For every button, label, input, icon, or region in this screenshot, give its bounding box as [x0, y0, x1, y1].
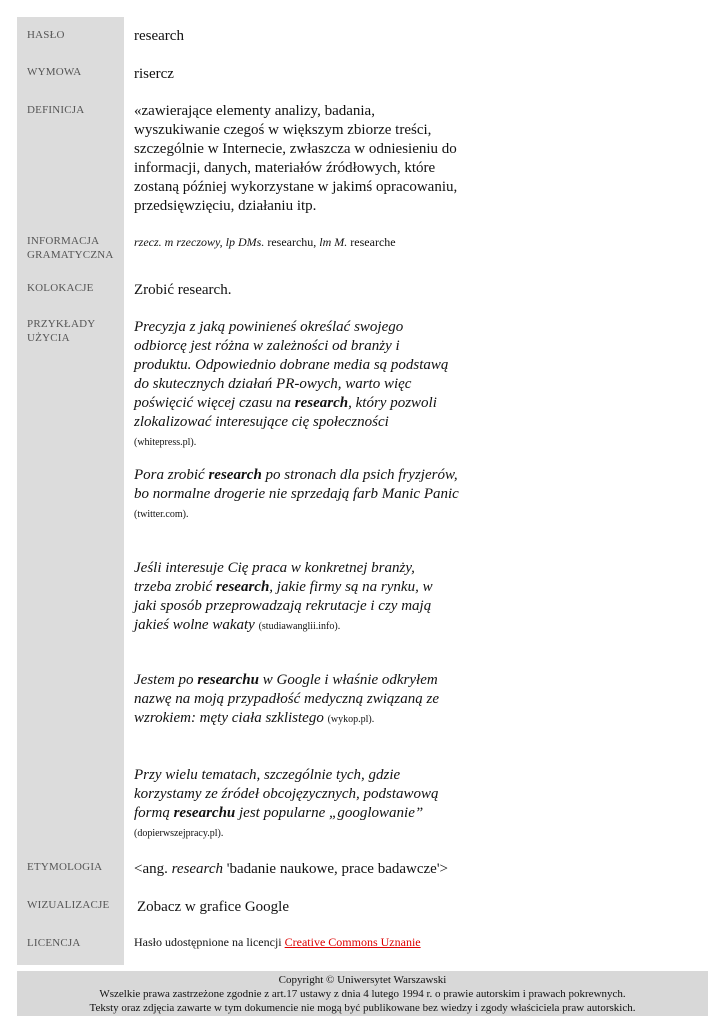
label-kolokacje: KOLOKACJE	[27, 282, 94, 294]
usage-example-4	[134, 671, 459, 729]
label-definicja: DEFINICJA	[27, 104, 85, 116]
collocation: Zrobić research.	[134, 282, 232, 298]
example-keyword: research	[294, 395, 349, 411]
example-source: (twitter.com)	[134, 509, 186, 520]
label-przyklady-line2: UŻYCIA	[27, 332, 70, 344]
example-text: po stronach dla psich fryzjerów, bo normalne drogerie nie sprzedają farb Manic Panic	[134, 467, 459, 502]
example-end: .	[185, 509, 189, 520]
grammar-info	[134, 235, 474, 249]
example-text: Pora zrobić	[134, 467, 209, 483]
example-end: .	[220, 828, 224, 839]
example-end: .	[193, 437, 197, 448]
example-end: .	[371, 714, 375, 725]
label-wizualizacje: WIZUALIZACJE	[27, 899, 110, 911]
example-text: w Google i właśnie odkryłem nazwę na moją przypadłość medyczną związaną ze wzrokiem: męty ciała szklistego	[134, 672, 439, 726]
google-images-link[interactable]: Zobacz w grafice Google	[137, 899, 290, 915]
usage-example-2	[134, 466, 464, 524]
footer-rights: Wszelkie prawa zastrzeżone zgodnie z art.17 ustawy z dnia 4 lutego 1994 r. o prawie autorskim i prawach pokrewnych.	[99, 988, 626, 1000]
license-info	[134, 935, 494, 949]
grammar-part4: researche	[347, 235, 396, 249]
etymology-word: research	[171, 861, 223, 877]
label-informacja-line2: GRAMATYCZNA	[27, 249, 114, 261]
label-column	[17, 17, 124, 965]
example-keyword: researchu	[173, 805, 236, 821]
example-text: Jeśli interesuje Cię praca w konkretnej branży, trzeba zrobić	[134, 560, 415, 595]
label-licencja: LICENCJA	[27, 937, 81, 949]
license-link[interactable]: Creative Commons Uznanie	[284, 935, 421, 949]
footer-copyright: Copyright © Uniwersytet Warszawski	[278, 974, 447, 986]
example-source: (wykop.pl)	[327, 714, 372, 725]
label-przyklady-line1: PRZYKŁADY	[27, 318, 96, 330]
example-text: Jestem po	[134, 672, 198, 688]
example-source: (dopierwszejpracy.pl)	[134, 828, 221, 839]
example-text: Przy wielu tematach, szczególnie tych, gdzie korzystamy ze źródeł obcojęzycznych, podstawową formą	[134, 767, 439, 821]
footer-notice: Teksty oraz zdjęcia zawarte w tym dokumencie nie mogą być publikowane bez wiedzy i zgody właściciela praw autorskich.	[89, 1002, 636, 1014]
license-text: Hasło udostępnione na licencji	[134, 935, 285, 949]
label-haslo: HASŁO	[27, 29, 65, 41]
label-etymologia: ETYMOLOGIA	[27, 861, 103, 873]
definition: «zawierające elementy analizy, badania, wyszukiwanie czegoś w większym zbiorze treści, szczególnie w Internecie, zwłaszcza w odniesieniu do informacji, danych, materiałów źródłowych, które zostaną później wykorzystane w jakimś opracowaniu, przedsięwzięciu, działaniu itp.	[134, 103, 458, 214]
label-informacja-gramatyczna	[27, 234, 122, 262]
etymology-prefix: <ang.	[134, 861, 172, 877]
example-text: , jakie firmy są na rynku, w jaki sposób przeprowadzają rekrutacje i czy mają jakieś wolne wakaty	[134, 579, 433, 633]
label-przyklady-uzycia	[27, 317, 122, 345]
example-text: , który pozwoli zlokalizować interesujące cię społeczności	[134, 395, 437, 430]
grammar-part1: rzecz. m rzeczowy, lp DMs.	[134, 235, 265, 249]
usage-example-5	[134, 766, 464, 843]
example-end: .	[337, 621, 341, 632]
label-wymowa: WYMOWA	[27, 66, 82, 78]
headword: research	[134, 28, 184, 44]
example-text: jest popularne „googlowanie”	[235, 805, 424, 821]
example-keyword: research	[208, 467, 262, 483]
example-keyword: research	[215, 579, 270, 595]
grammar-part2: researchu,	[264, 235, 320, 249]
etymology	[134, 860, 494, 879]
etymology-meaning: 'badanie naukowe, prace badawcze'>	[223, 861, 448, 877]
copyright-footer	[17, 971, 708, 1016]
example-source: (whitepress.pl)	[134, 437, 194, 448]
usage-example-1	[134, 318, 452, 452]
usage-example-3	[134, 559, 454, 636]
grammar-part3: lm M.	[319, 235, 348, 249]
label-informacja-line1: INFORMACJA	[27, 235, 100, 247]
example-source: (studiawanglii.info)	[258, 621, 338, 632]
example-text: Precyzja z jaką powinieneś określać swojego odbiorcę jest różna w zależności od branży i produktu. Odpowiednio dobrane media są podstawą do skutecznych działań PR-owych, warto więc poświęcić więcej czasu na	[134, 319, 449, 411]
example-keyword: researchu	[197, 672, 259, 688]
pronunciation: risercz	[134, 66, 174, 82]
